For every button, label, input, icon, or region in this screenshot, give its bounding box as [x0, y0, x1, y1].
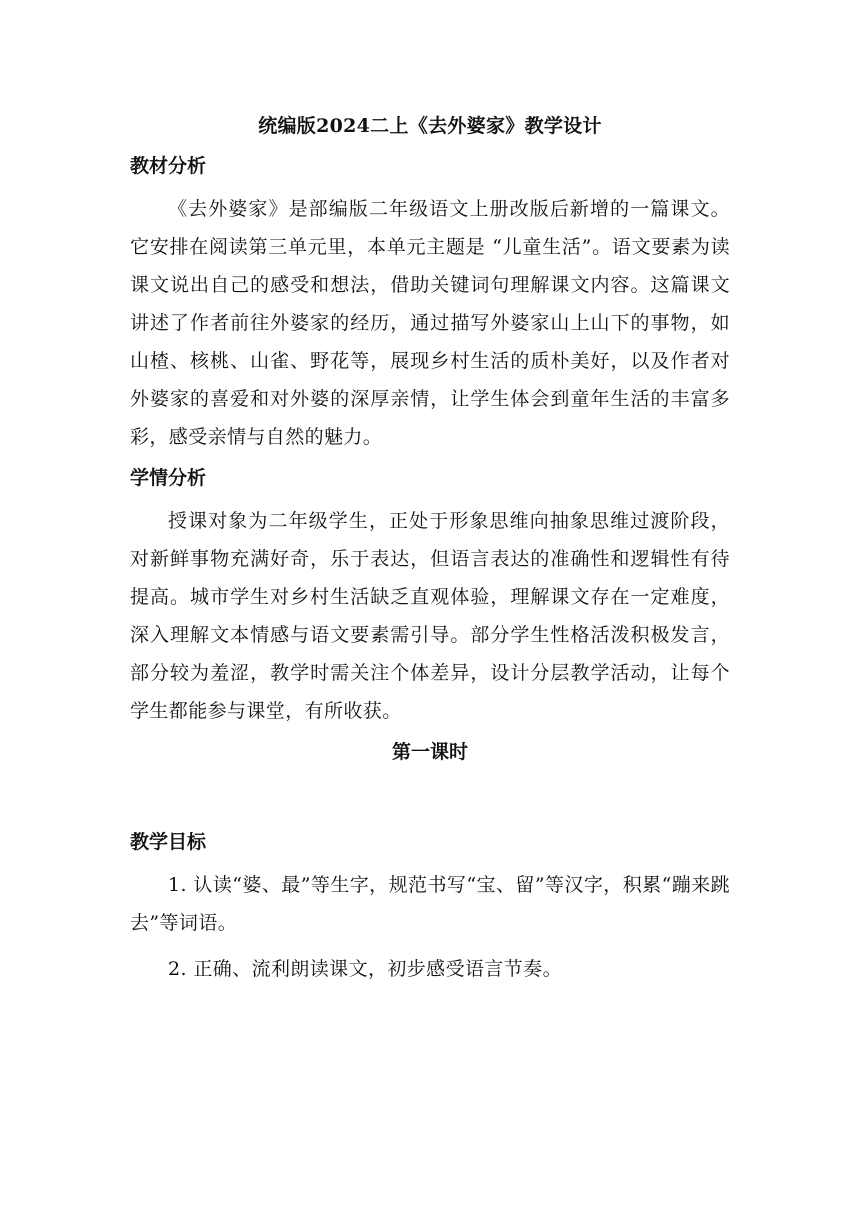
document-title: 统编版2024二上《去外婆家》教学设计: [258, 115, 602, 137]
lesson-title: 第一课时: [391, 741, 468, 763]
section-heading-teaching-goals: 教学目标: [130, 831, 207, 853]
student-analysis-paragraph: 授课对象为二年级学生，正处于形象思维向抽象思维过渡阶段，对新鲜事物充满好奇，乐于表达，但语言表达的准确性和逻辑性有待提高。城市学生对乡村生活缺乏直观体验，理解课文存在一定难度，深入理解文本情感与语文要素需引导。部分学生性格活泼积极发言，部分较为羞涩，教学时需关注个体差异，设计分层教学活动，让每个学生都能参与课堂，有所收获。: [130, 510, 730, 722]
blank-spacer: [130, 768, 730, 826]
goal-item-2: 2. 正确、流利朗读课文，初步感受语言节奏。: [168, 958, 562, 980]
section-heading-student-analysis: 学情分析: [130, 467, 207, 489]
textbook-analysis-paragraph: 《去外婆家》是部编版二年级语文上册改版后新增的一篇课文。它安排在阅读第三单元里，本单元主题是 “儿童生活”。语文要素为读课文说出自己的感受和想法，借助关键词句理解课文内容。这篇课文讲述了作者前往外婆家的经历，通过描写外婆家山上山下的事物，如山楂、核桃、山雀、野花等，展现乡村生活的质朴美好，以及作者对外婆家的喜爱和对外婆的深厚亲情，让学生体会到童年生活的丰富多彩，感受亲情与自然的魅力。: [130, 198, 730, 448]
goal-item-1: 1. 认读“婆、最”等生字，规范书写“宝、留”等汉字，积累“蹦来跳去”等词语。: [130, 874, 730, 934]
document-page: [130, 110, 730, 996]
section-heading-textbook-analysis: 教材分析: [130, 155, 207, 177]
